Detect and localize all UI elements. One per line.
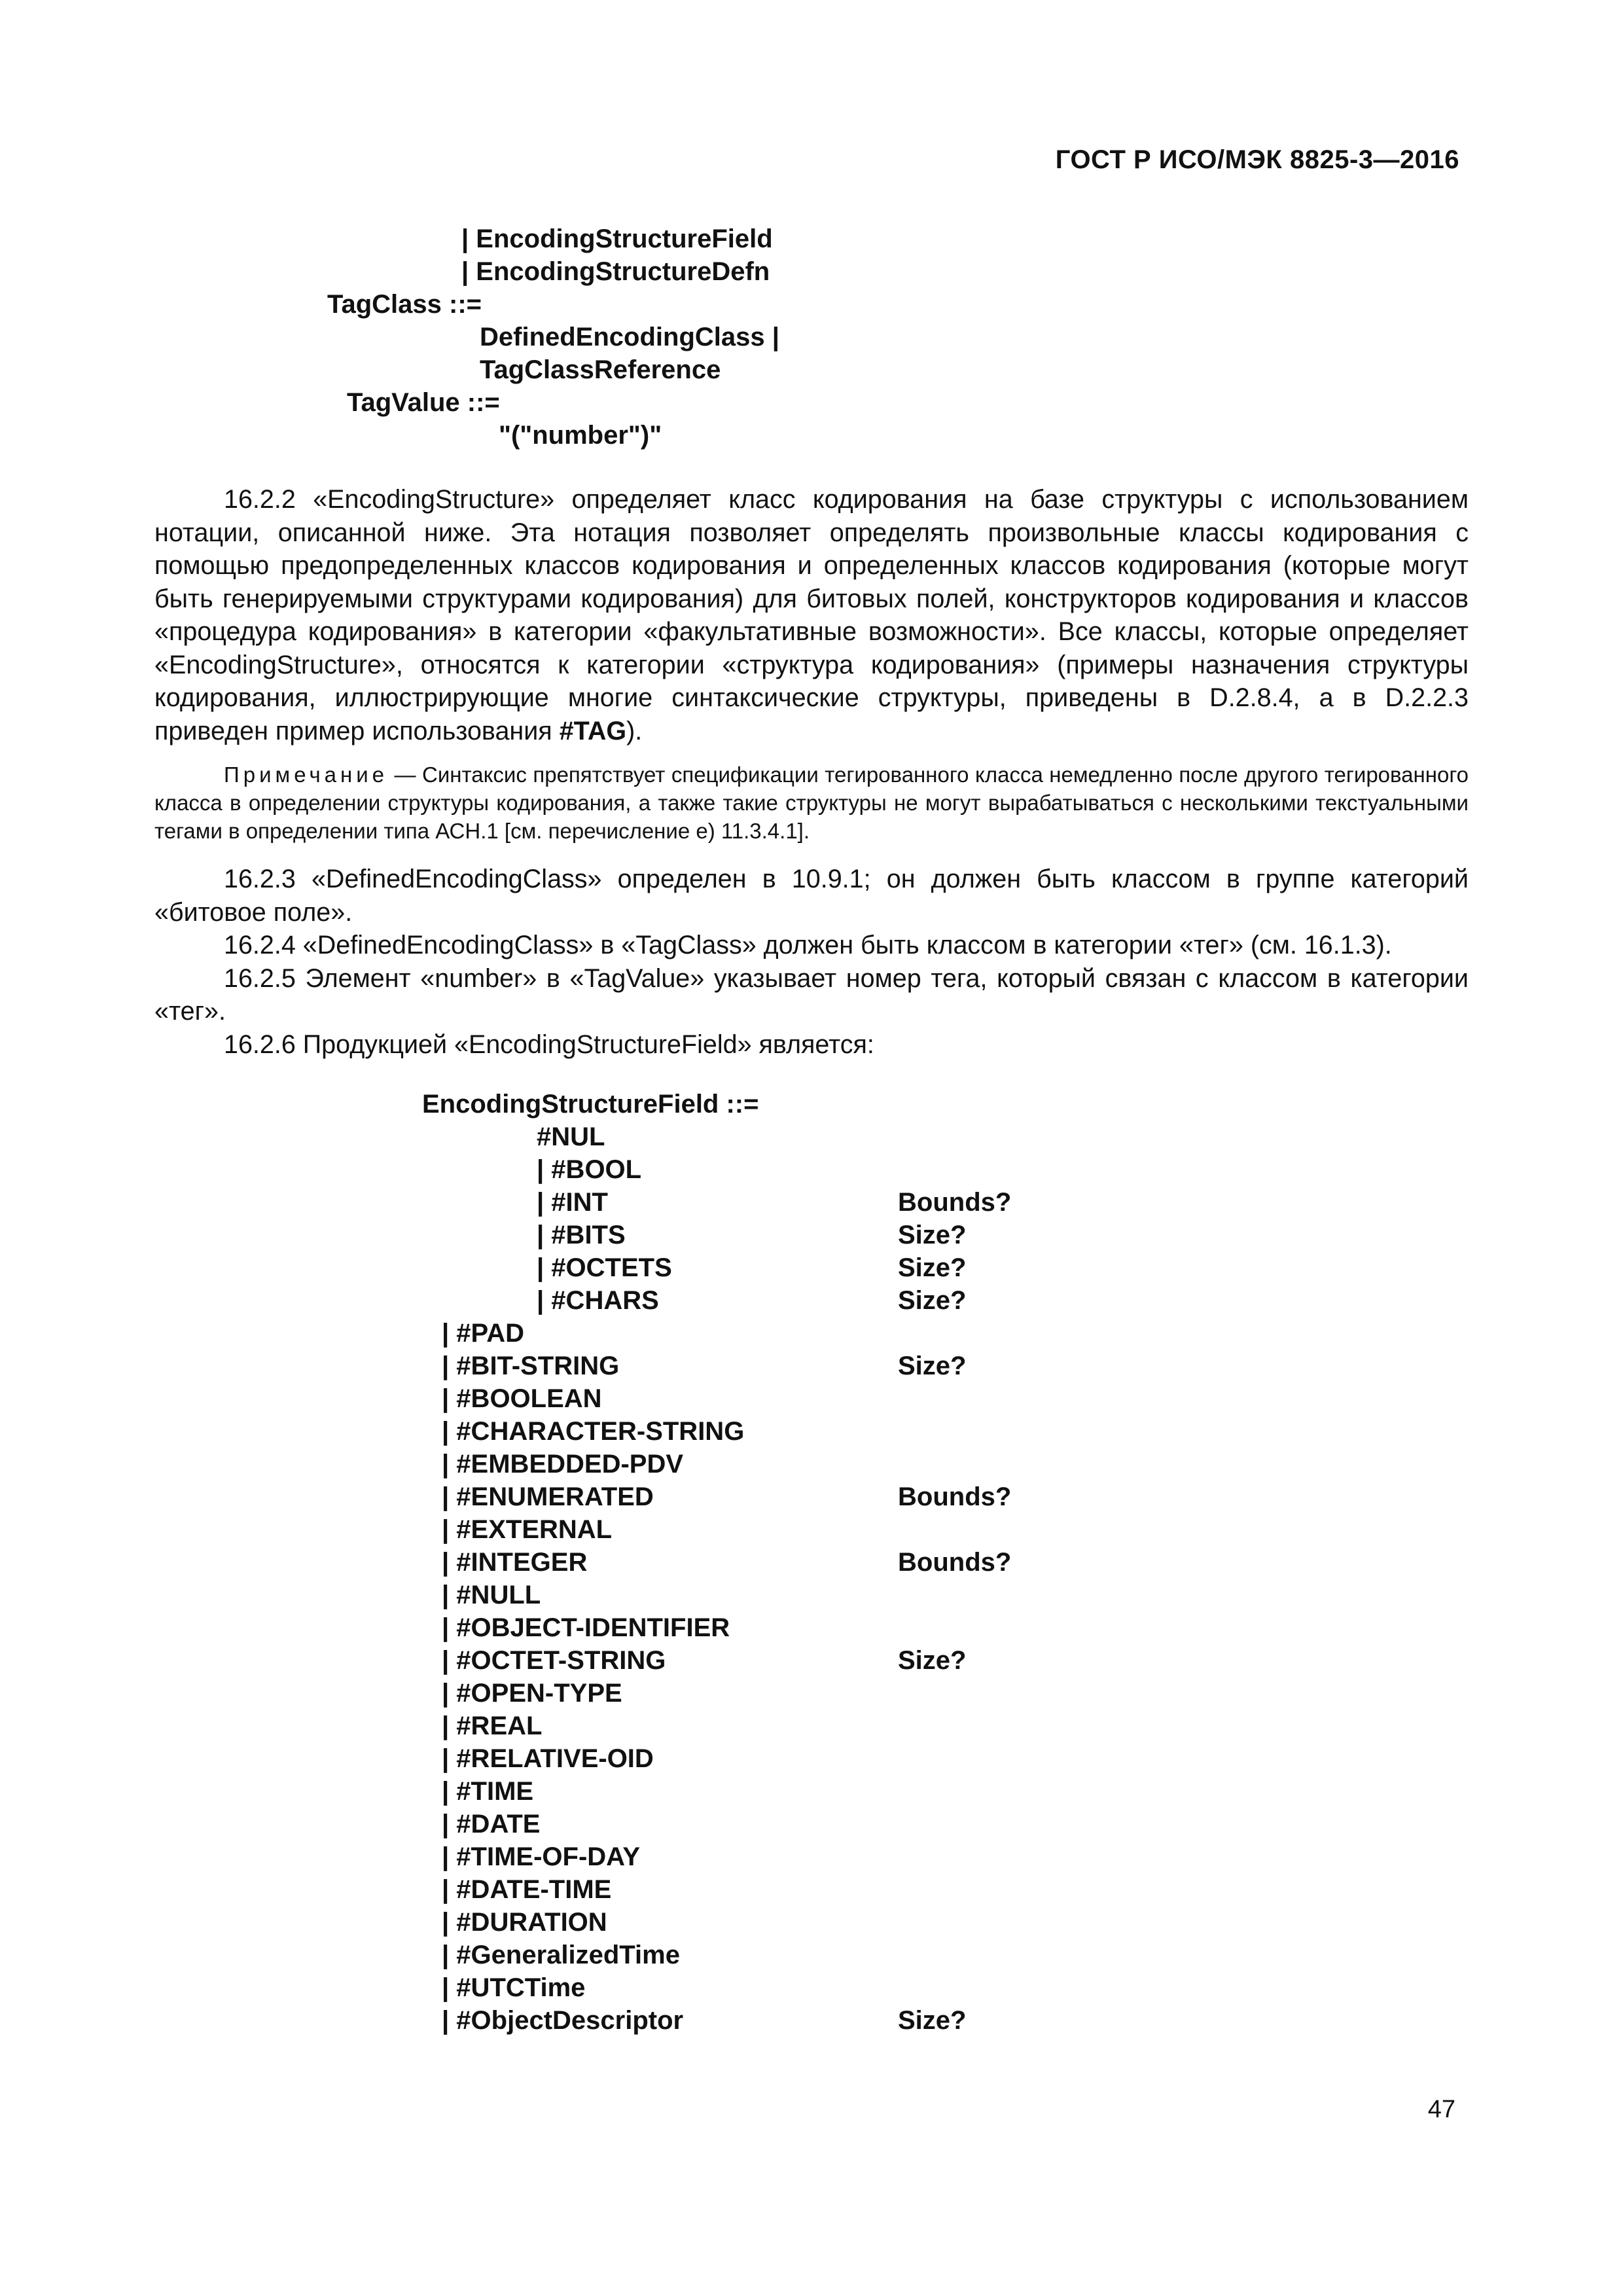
- bnf-line: | EncodingStructureField: [461, 224, 773, 253]
- bnf-line: "("number")": [499, 421, 662, 450]
- esf-alternative: | #INTEGER: [442, 1548, 588, 1577]
- paragraphs-16-2-3-to-6: [154, 863, 1469, 1061]
- note-text: Синтаксис препятствует спецификации тегированного класса немедленно после другого тегированного класса в определении структуры кодирования, а также такие структуры не могут вырабатываться с несколькими текстуальными тегами в определении типа АСН.1 [см. перечисление е) 11.3.4.1].: [154, 762, 1469, 843]
- esf-alternative: | #DURATION: [442, 1908, 607, 1937]
- note-dash: —: [388, 762, 423, 787]
- esf-alternative: | #BOOL: [537, 1155, 642, 1184]
- paragraph-16-2-2: [154, 483, 1469, 747]
- bnf-line: TagClass ::=: [327, 290, 482, 319]
- esf-alternative: | #DATE: [442, 1810, 541, 1839]
- esf-alternative: | #EXTERNAL: [442, 1515, 613, 1544]
- esf-alternative: | #ObjectDescriptor: [442, 2006, 684, 2035]
- esf-alternative: | #TIME: [442, 1777, 534, 1806]
- esf-alternative: | #RELATIVE-OID: [442, 1744, 654, 1773]
- esf-alternative-qualifier: Size?: [898, 2006, 967, 2035]
- esf-alternative-qualifier: Size?: [898, 1253, 967, 1282]
- esf-alternative: | #UTCTime: [442, 1973, 586, 2002]
- bnf-line: TagValue ::=: [347, 388, 500, 417]
- esf-alternative: | #OPEN-TYPE: [442, 1679, 622, 1708]
- bnf-line: TagClassReference: [480, 355, 721, 384]
- esf-alternative: | #OCTETS: [537, 1253, 672, 1282]
- tag-keyword: #TAG: [559, 716, 627, 745]
- esf-alternative: | #INT: [537, 1188, 608, 1217]
- esf-alternative: | #OCTET-STRING: [442, 1646, 666, 1675]
- esf-alternative: | #REAL: [442, 1712, 543, 1740]
- esf-first-alternative: #NUL: [537, 1122, 605, 1151]
- esf-alternative: | #EMBEDDED-PDV: [442, 1450, 684, 1479]
- esf-alternative-qualifier: Size?: [898, 1286, 967, 1315]
- paragraph-16-2-4: 16.2.4 «DefinedEncodingClass» в «TagClass» должен быть классом в категории «тег» (см. 16.1.3).: [224, 931, 1392, 960]
- paragraph-16-2-3: 16.2.3 «DefinedEncodingClass» определен в 10.9.1; он должен быть классом в группе категорий «битовое поле».: [154, 865, 1469, 927]
- esf-alternative: | #OBJECT-IDENTIFIER: [442, 1613, 730, 1642]
- esf-alternative-qualifier: Bounds?: [898, 1548, 1012, 1577]
- esf-alternative: | #BOOLEAN: [442, 1384, 602, 1413]
- esf-alternative: | #BIT-STRING: [442, 1352, 620, 1380]
- bnf-line: DefinedEncodingClass |: [480, 323, 779, 351]
- note-block: [154, 761, 1469, 845]
- paragraph-16-2-5: 16.2.5 Элемент «number» в «TagValue» указывает номер тега, который связан с классом в категории «тег».: [154, 963, 1469, 1026]
- paragraph-text: 16.2.2 «EncodingStructure» определяет класс кодирования на базе структуры с использованием нотации, описанной ниже. Эта нотация позволяет определять произвольные классы кодирования с помощью предопределенных классов кодирования и определенных классов кодирования (которые могут быть генерируемыми структурами кодирования) для битовых полей, конструкторов кодирования и классов «процедура кодирования» в категории «факультативные возможности». Все классы, которые определяет «EncodingStructure», относятся к категории «структура кодирования» (примеры назначения структуры кодирования, иллюстрирующие многие синтаксические структуры, приведены в D.2.8.4, а в D.2.2.3 приведен пример использования: [154, 485, 1469, 745]
- esf-alternative-qualifier: Size?: [898, 1221, 967, 1249]
- esf-rule-head: EncodingStructureField ::=: [422, 1090, 759, 1119]
- paragraph-tail: ).: [626, 716, 643, 745]
- bnf-line: | EncodingStructureDefn: [461, 257, 770, 286]
- esf-alternative: | #NULL: [442, 1581, 541, 1609]
- esf-alternative: | #CHARACTER-STRING: [442, 1417, 745, 1446]
- esf-alternative: | #CHARS: [537, 1286, 659, 1315]
- esf-alternative-qualifier: Size?: [898, 1352, 967, 1380]
- esf-alternative: | #GeneralizedTime: [442, 1941, 680, 1969]
- esf-alternative-qualifier: Size?: [898, 1646, 967, 1675]
- esf-alternative: | #DATE-TIME: [442, 1875, 612, 1904]
- page-number: 47: [1427, 2096, 1455, 2123]
- note-label: Примечание: [224, 762, 389, 787]
- esf-alternative-qualifier: Bounds?: [898, 1482, 1012, 1511]
- esf-alternative: | #PAD: [442, 1319, 525, 1348]
- paragraph-16-2-6: 16.2.6 Продукцией «EncodingStructureField» является:: [224, 1030, 874, 1059]
- document-id-header: ГОСТ Р ИСО/МЭК 8825-3—2016: [1055, 145, 1459, 174]
- esf-alternative-qualifier: Bounds?: [898, 1188, 1012, 1217]
- esf-alternative: | #BITS: [537, 1221, 626, 1249]
- esf-alternative: | #ENUMERATED: [442, 1482, 654, 1511]
- esf-alternative: | #TIME-OF-DAY: [442, 1842, 641, 1871]
